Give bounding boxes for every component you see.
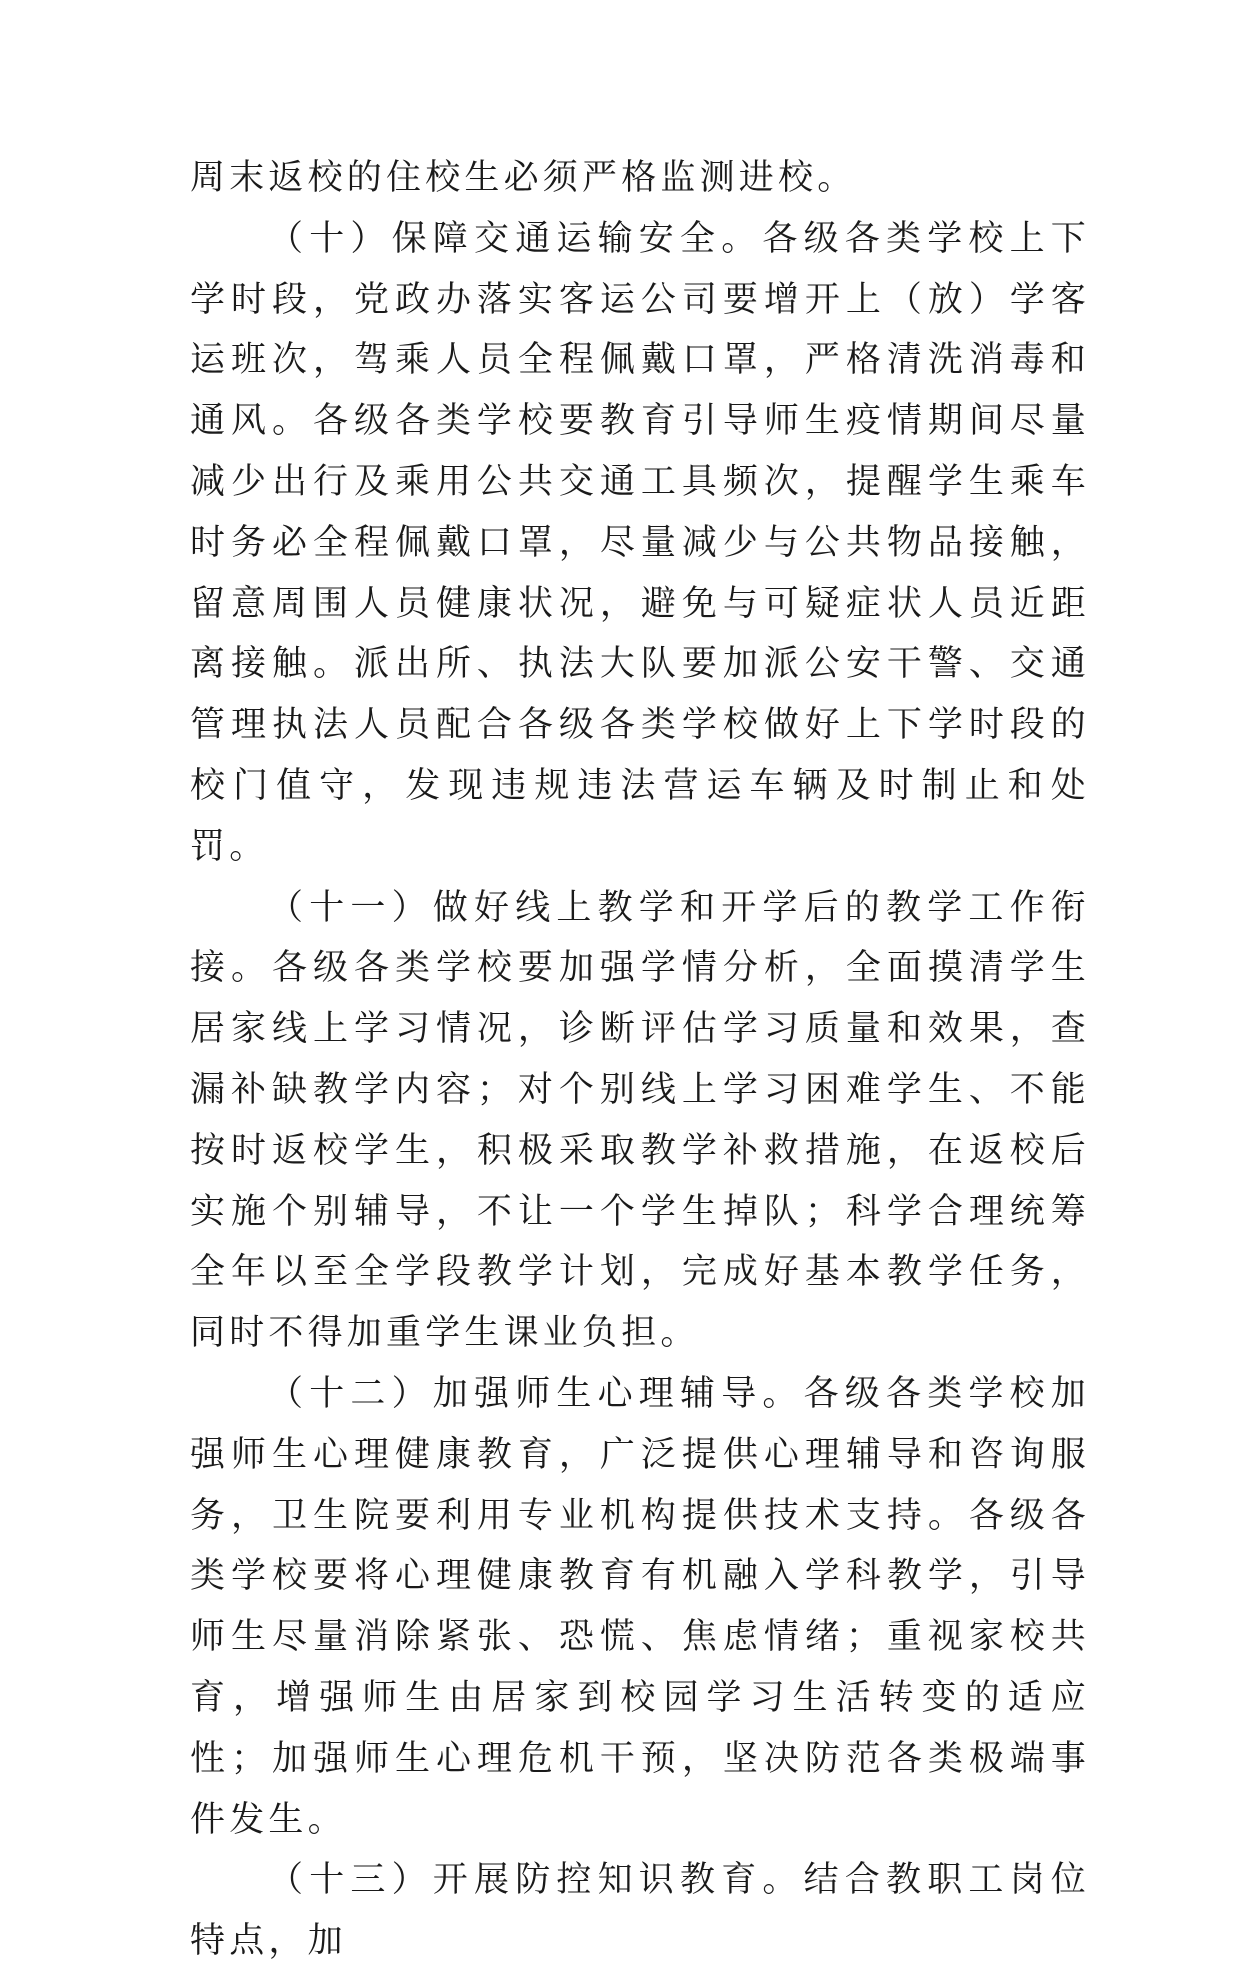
paragraph-continuation: 周末返校的住校生必须严格监测进校。 — [190, 158, 857, 198]
paragraph-section-13: （十三）开展防控知识教育。结合教职工岗位特点，加 — [190, 1860, 1090, 1962]
paragraph-section-10: （十）保障交通运输安全。各级各类学校上下学时段，党政办落实客运公司要增开上（放）学客运班次，驾乘人员全程佩戴口罩，严格清洗消毒和通风。各级各类学校要教育引导师生疫情期间尽量减少出行及乘用公共交通工具频次，提醒学生乘车时务必全程佩戴口罩，尽量减少与公共物品接触，留意周围人员健康状况，避免与可疑症状人员近距离接触。派出所、执法大队要加派公安干警、交通管理执法人员配合各级各类学校做好上下学时段的校门值守，发现违规违法营运车辆及时制止和处罚。 — [190, 218, 1090, 867]
paragraph-section-12: （十二）加强师生心理辅导。各级各类学校加强师生心理健康教育，广泛提供心理辅导和咨询服务，卫生院要利用专业机构提供技术支持。各级各类学校要将心理健康教育有机融入学科教学，引导师生尽量消除紧张、恐慌、焦虑情绪；重视家校共育，增强师生由居家到校园学习生活转变的适应性；加强师生心理危机干预，坚决防范各类极端事件发生。 — [190, 1373, 1090, 1840]
document-body — [190, 148, 1090, 1972]
paragraph-section-11: （十一）做好线上教学和开学后的教学工作衔接。各级各类学校要加强学情分析，全面摸清学生居家线上学习情况，诊断评估学习质量和效果，查漏补缺教学内容；对个别线上学习困难学生、不能按时返校学生，积极采取教学补救措施，在返校后实施个别辅导，不让一个学生掉队；科学合理统筹全年以至全学段教学计划，完成好基本教学任务，同时不得加重学生课业负担。 — [190, 887, 1090, 1354]
